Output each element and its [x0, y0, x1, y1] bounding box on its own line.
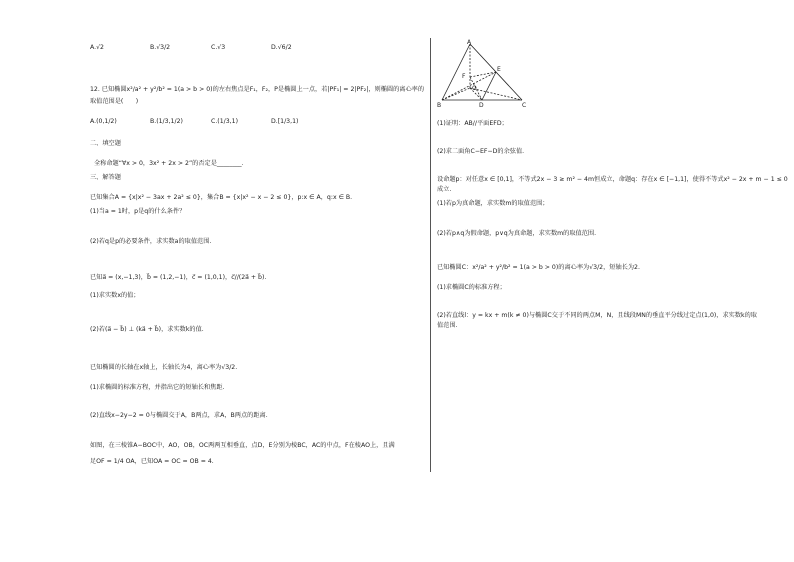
fig-label-e: E — [497, 66, 501, 73]
fig-label-a: A — [467, 39, 472, 46]
q12-option-c: C.(1/3,1) — [211, 118, 238, 125]
ellipse2-part-2: (2)若直线l：y = kx + m(k ≠ 0)与椭圆C交于不同的两点M，N，且线段MN的垂直平分线过定点(1,0)，求实数k的取 — [437, 312, 757, 319]
section-3-title: 三、解答题 — [90, 174, 121, 181]
column-divider — [430, 38, 431, 472]
q11-option-d: D.√6/2 — [271, 44, 292, 51]
proposition-question-stem: 设命题p：对任意x ∈ [0,1]，不等式2x − 3 ≥ m² − 4m恒成立，命题q：存在x ∈ [−1,1]，使得不等式x² − 2x + m − 1 ≤ 0 — [437, 176, 788, 183]
fig-label-f: F — [462, 73, 466, 80]
fig-label-c: C — [522, 102, 527, 109]
q12-option-d: D.[1/3,1) — [271, 118, 299, 125]
section-2-title: 二、填空题 — [90, 140, 121, 147]
q11-option-c: C.√3 — [211, 44, 226, 51]
ellipse-question-part-1: (1)求椭圆的标准方程，并指出它的短轴长和焦距. — [90, 384, 225, 391]
set-question-stem: 已知集合A = {x|x² − 3ax + 2a² ≤ 0}，集合B = {x|x² − x − 2 ≤ 0}，p:x ∈ A，q:x ∈ B. — [90, 194, 353, 201]
q12-stem: 12. 已知椭圆x²/a² + y²/b² = 1(a > b > 0)的左右焦点是F₁，F₂，P是椭圆上一点，若|PF₁| = 2|PF₂|，则椭圆的离心率的 — [90, 86, 425, 93]
proposition-part-2: (2)若p∧q为假命题，p∨q为真命题，求实数m的取值范围. — [437, 230, 597, 237]
ellipse-question-part-2: (2)直线x−2y−2 = 0与椭圆交于A，B两点，求A，B两点的距离. — [90, 412, 268, 419]
fig-label-b: B — [437, 102, 442, 109]
q12-option-a: A.(0,1/2) — [90, 118, 117, 125]
pyramid-question-stem: 如图，在三棱锥A−BOC中，AO，OB，OC两两互相垂直，点D，E分别为棱BC，AC的中点，F在棱AO上，且满 — [90, 442, 395, 449]
vector-question-part-2: (2)若(a⃗ − b⃗) ⊥ (ka⃗ + b⃗)，求实数k的值. — [90, 326, 204, 333]
pyramid-part-2: (2)求二面角C−EF−D的余弦值. — [437, 148, 525, 155]
proposition-part-1: (1)若p为真命题，求实数m的取值范围； — [437, 200, 549, 207]
ellipse-question-stem: 已知椭圆的长轴在x轴上，长轴长为4，离心率为√3/2. — [90, 364, 238, 371]
vector-question-part-1: (1)求实数x的值； — [90, 292, 140, 299]
ellipse2-part-2-cont: 值范围. — [437, 322, 458, 329]
proposition-question-stem-2: 成立. — [437, 186, 452, 193]
q11-option-a: A.√2 — [90, 44, 104, 51]
pyramid-figure — [434, 38, 534, 110]
pyramid-part-1: (1)证明：AB//平面EFD； — [437, 120, 508, 127]
fig-label-o: O — [472, 85, 477, 92]
ellipse2-question-stem: 已知椭圆C：x²/a² + y²/b² = 1(a > b > 0)的离心率为√3/2，短轴长为2. — [437, 264, 640, 271]
set-question-part-1: (1)当a = 1时，p是q的什么条件？ — [90, 208, 186, 215]
fill-question-1: 全称命题“∀x > 0，3x² + 2x > 2”的否定是________． — [94, 160, 248, 167]
q12-option-b: B.(1/3,1/2) — [150, 118, 183, 125]
set-question-part-2: (2)若q是p的必要条件，求实数a的取值范围. — [90, 238, 212, 245]
ellipse2-part-1: (1)求椭圆C的标准方程； — [437, 284, 506, 291]
q12-stem-2: 取值范围是( ) — [90, 98, 139, 105]
q11-option-b: B.√3/2 — [150, 44, 171, 51]
vector-question-stem: 已知a⃗ = (x,−1,3)，b⃗ = (1,2,−1)，c⃗ = (1,0,1)，c⃗//(2a⃗ + b⃗). — [90, 274, 267, 281]
pyramid-question-stem-2: 足OF = 1/4 OA，已知OA = OC = OB = 4. — [90, 458, 214, 465]
fig-label-d: D — [479, 102, 484, 109]
